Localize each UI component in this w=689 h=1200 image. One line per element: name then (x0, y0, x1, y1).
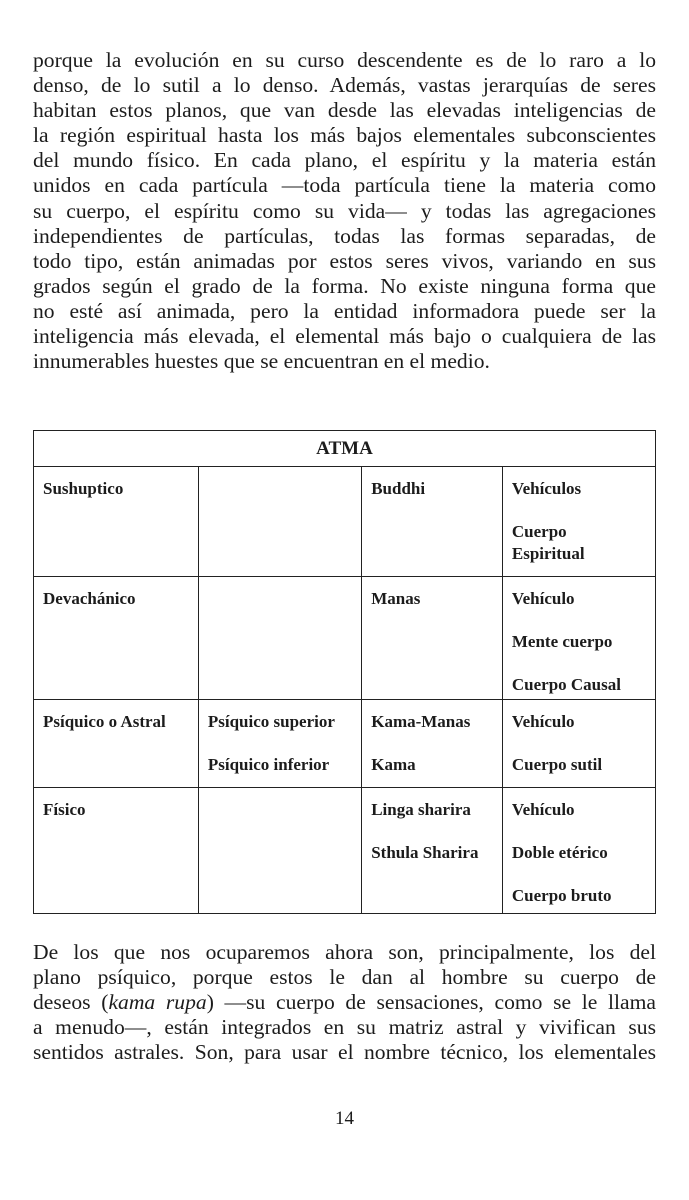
table-row (34, 788, 656, 914)
vehicle: Cuerpo sutil (511, 755, 603, 774)
text-fragment: deseos ( (33, 990, 109, 1015)
text-line: grados según el grado de la forma. No existe ninguna forma que (33, 273, 656, 298)
text-line: todo tipo, están animadas por estos seres vivos, variando en sus (33, 248, 656, 273)
vehicle: Mente cuerpo (511, 632, 613, 651)
text-line: independientes de partículas, todas las formas separadas, de (33, 223, 656, 248)
principle: Kama-Manas (371, 712, 471, 731)
page-number: 14 (335, 1108, 354, 1129)
table-row (34, 700, 656, 788)
text-line: a menudo—, están integrados en su matriz astral y vivifican sus (33, 1015, 656, 1040)
planes-table (33, 430, 656, 914)
table-header-atma: ATMA (34, 431, 656, 467)
text-line: habitan estos planos, que van desde las elevadas inteligencias de (33, 98, 656, 123)
principle: Sthula Sharira (371, 843, 479, 862)
principle: Buddhi (371, 479, 426, 498)
text-line: su cuerpo, el espíritu como su vida— y todas las agregaciones (33, 198, 656, 223)
text-line: del mundo físico. En cada plano, el espíritu y la materia están (33, 148, 656, 173)
text-line: la región espiritual hasta los más bajos elementales subconscientes (33, 123, 656, 148)
subplane: Psíquico superior (207, 712, 335, 731)
text-line: inteligencia más elevada, el elemental más bajo o cualquiera de las (33, 324, 656, 349)
principle: Linga sharira (371, 800, 471, 819)
plane-name: Devachánico (43, 589, 136, 608)
plane-name: Sushuptico (43, 479, 124, 498)
paragraph-top (33, 48, 656, 374)
text-line: no esté así animada, pero la entidad informadora puede ser la (33, 298, 656, 323)
text-line (33, 990, 656, 1015)
italic-term: kama rupa (108, 990, 207, 1015)
text-line: innumerables huestes que se encuentran en el medio. (33, 349, 490, 374)
vehicle: Cuerpo Causal (511, 675, 621, 694)
vehicle: Vehículo (511, 800, 575, 819)
subplane: Psíquico inferior (207, 755, 330, 774)
vehicle: Vehículos (511, 479, 582, 498)
text-line: unidos en cada partícula —toda partícula tiene la materia como (33, 173, 656, 198)
text-line: denso, de lo sutil a lo denso. Además, vastas jerarquías de seres (33, 73, 656, 98)
table-row (34, 577, 656, 700)
table-row (34, 467, 656, 577)
vehicle: Cuerpo bruto (511, 886, 612, 905)
vehicle: Doble etérico (511, 843, 608, 862)
text-line: sentidos astrales. Son, para usar el nombre técnico, los elementales (33, 1040, 656, 1065)
paragraph-bottom (33, 940, 656, 1065)
text-line: plano psíquico, porque estos le dan al hombre su cuerpo de (33, 965, 656, 990)
table-header-row (34, 431, 656, 467)
principle: Kama (371, 755, 416, 774)
text-fragment: ) —su cuerpo de sensaciones, como se le llama (206, 990, 656, 1015)
vehicle: Cuerpo Espiritual (511, 522, 585, 563)
principle: Manas (371, 589, 421, 608)
text-line: porque la evolución en su curso descendente es de lo raro a lo (33, 48, 656, 72)
plane-name: Psíquico o Astral (43, 712, 166, 731)
text-line: De los que nos ocuparemos ahora son, principalmente, los del (33, 940, 656, 964)
vehicle: Vehículo (511, 712, 575, 731)
vehicle: Vehículo (511, 589, 575, 608)
plane-name: Físico (43, 800, 86, 819)
